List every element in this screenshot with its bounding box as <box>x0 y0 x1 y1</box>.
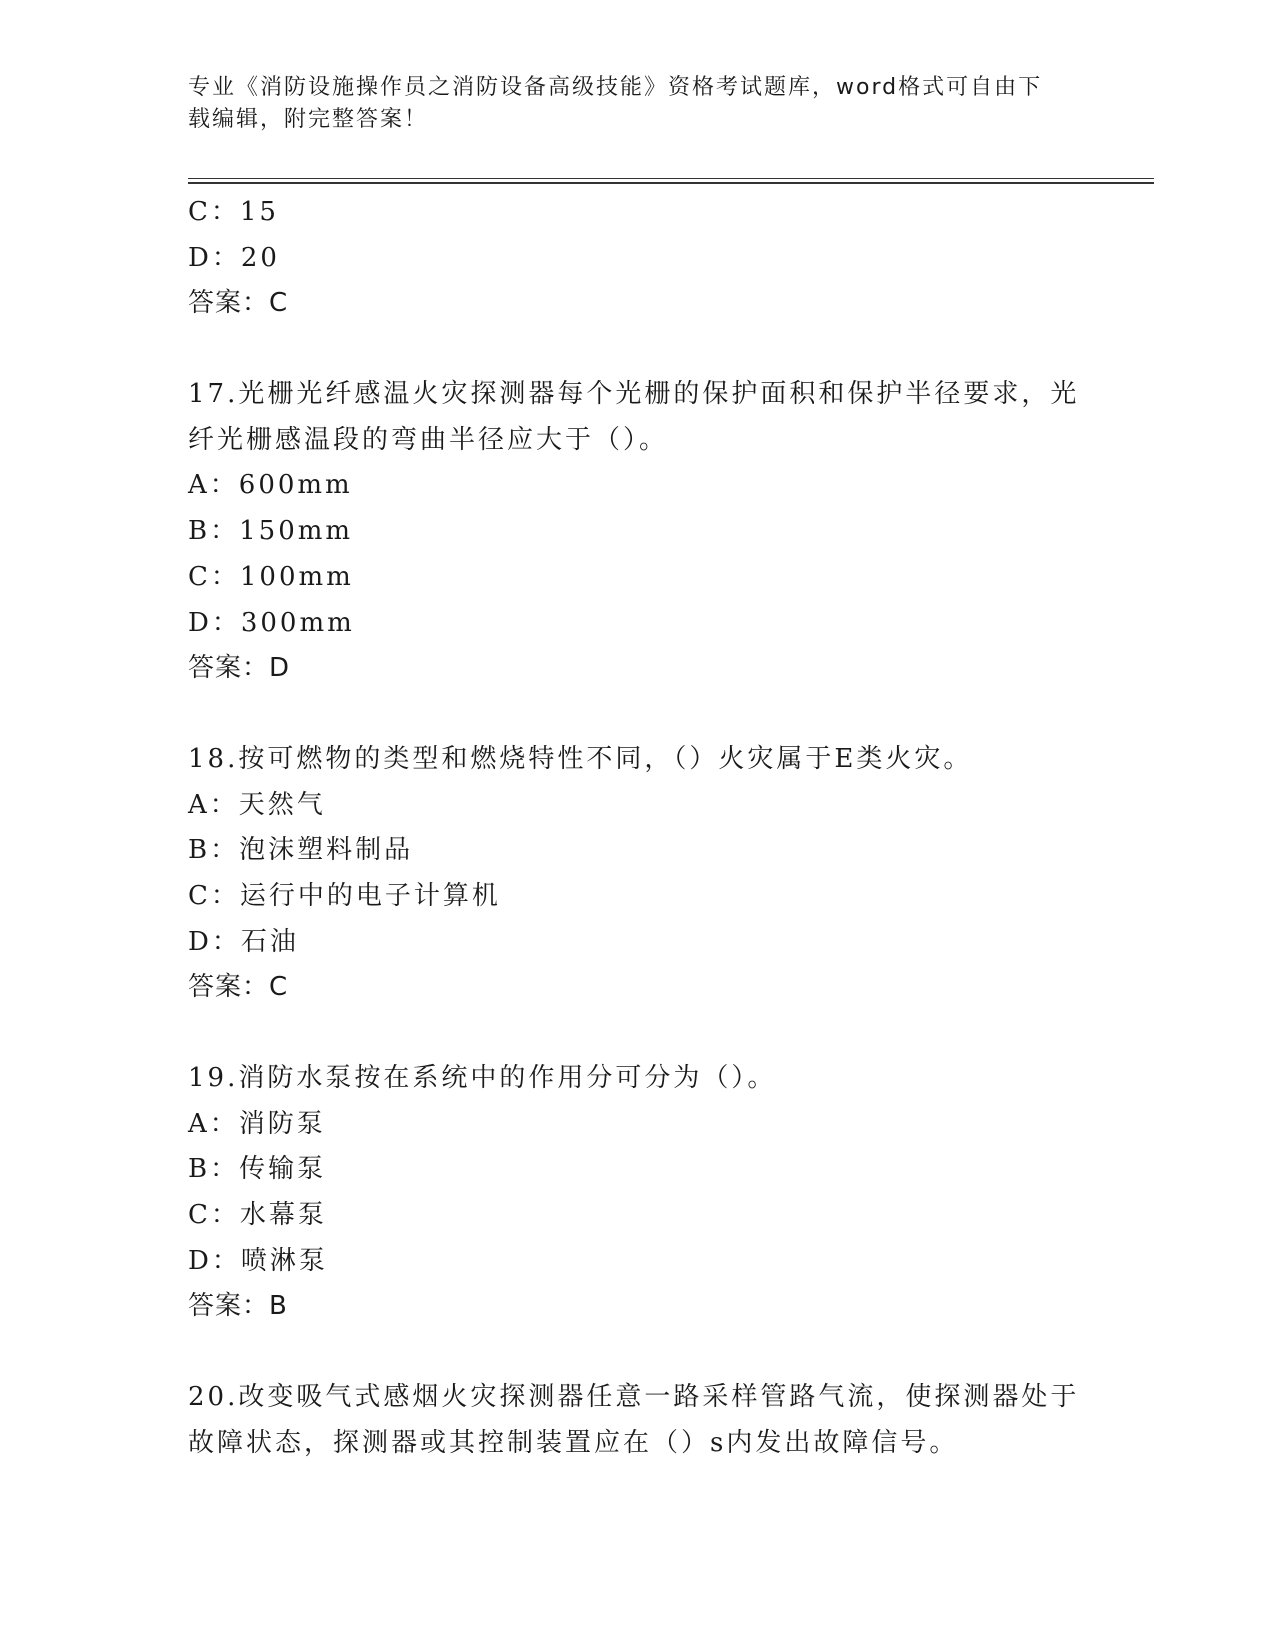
spacer <box>188 692 1088 737</box>
header-line-2: 载编辑，附完整答案！ <box>188 107 429 132</box>
document-header <box>188 72 1088 136</box>
option-b: B：150mm <box>188 516 354 547</box>
answer-line: 答案：D <box>188 653 291 684</box>
spacer <box>188 1011 1088 1056</box>
question-17 <box>188 372 1088 692</box>
question-19 <box>188 1056 1088 1330</box>
document-body <box>188 190 1088 1467</box>
option-d: D：20 <box>188 242 280 273</box>
option-d: D：喷淋泵 <box>188 1245 328 1276</box>
question-18 <box>188 737 1088 1011</box>
question-stem-line: 17.光栅光纤感温火灾探测器每个光栅的保护面积和保护半径要求，光 <box>188 379 1080 410</box>
option-a: A：消防泵 <box>188 1108 326 1139</box>
header-line-1: 专业《消防设施操作员之消防设备高级技能》资格考试题库，word格式可自由下 <box>188 75 1043 100</box>
question-stem-line: 19.消防水泵按在系统中的作用分可分为（）。 <box>188 1063 777 1093</box>
header-rule-thin <box>188 178 1154 179</box>
option-a: A：天然气 <box>188 789 326 820</box>
spacer <box>188 327 1088 372</box>
question-stem-line: 故障状态，探测器或其控制装置应在（）s内发出故障信号。 <box>188 1427 959 1458</box>
option-d: D：石油 <box>188 926 299 957</box>
answer-line: 答案：C <box>188 972 289 1003</box>
option-b: B：传输泵 <box>188 1154 327 1185</box>
option-c: C：100mm <box>188 561 354 592</box>
previous-question-tail <box>188 190 1088 327</box>
option-d: D：300mm <box>188 607 355 638</box>
spacer <box>188 1330 1088 1375</box>
option-c: C：15 <box>188 197 279 227</box>
header-rule-thick <box>188 182 1154 184</box>
question-stem-line: 20.改变吸气式感烟火灾探测器任意一路采样管路气流，使探测器处于 <box>188 1382 1080 1413</box>
question-stem-line: 纤光栅感温段的弯曲半径应大于（）。 <box>188 424 669 455</box>
option-c: C：运行中的电子计算机 <box>188 880 501 911</box>
option-a: A：600mm <box>188 470 353 501</box>
answer-line: 答案：B <box>188 1291 288 1322</box>
option-b: B：泡沫塑料制品 <box>188 835 414 866</box>
answer-line: 答案：C <box>188 288 289 319</box>
option-c: C：水幕泵 <box>188 1200 327 1231</box>
question-stem-line: 18.按可燃物的类型和燃烧特性不同，（）火灾属于E类火灾。 <box>188 743 973 774</box>
question-20 <box>188 1375 1088 1466</box>
